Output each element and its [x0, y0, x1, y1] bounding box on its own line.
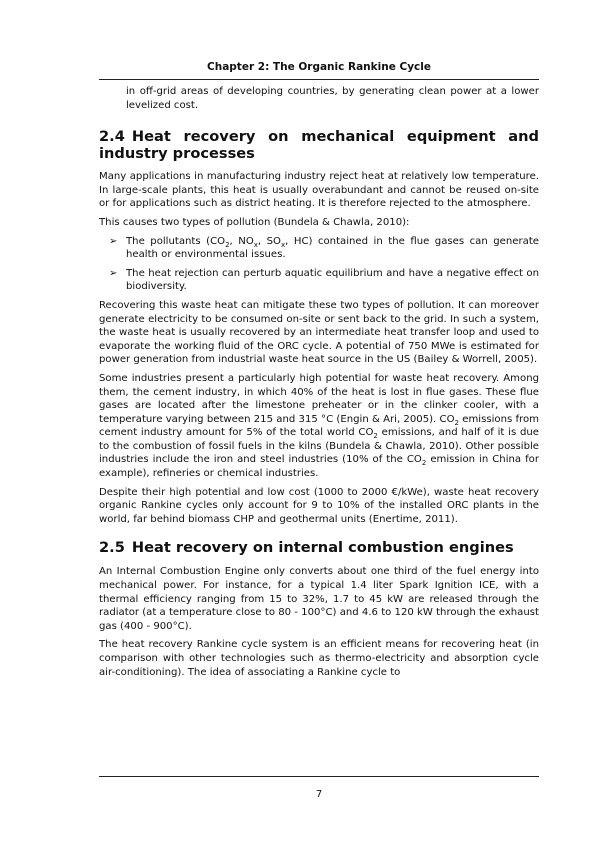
- paragraph: Recovering this waste heat can mitigate these two types of pollution. It can moreover generate electricity to be consumed on-site or sent back to the grid. In such a system, the waste heat is usually recovered by an intermediate heat transfer loop and used to evaporate the working fluid of the ORC cycle. A potential of 750 MWe is estimated for power generation from industrial waste heat source in the US (Bailey & Worrell, 2005).: [99, 299, 539, 366]
- arrow-bullet-icon: ➢: [109, 267, 118, 279]
- subscript: x: [253, 240, 258, 249]
- list-item: [99, 235, 539, 262]
- section-number: 2.4: [99, 128, 125, 146]
- paragraph: Despite their high potential and low cost (1000 to 2000 €/kWe), waste heat recovery organic Rankine cycles only account for 9 to 10% of the installed ORC plants in the world, far behind biomass CHP and geothermal units (Enertime, 2011).: [99, 486, 539, 525]
- paragraph: An Internal Combustion Engine only converts about one third of the fuel energy into mechanical power. For instance, for a typical 1.4 liter Spark Ignition ICE, with a thermal efficiency ranging from 15 to 32%, 1.7 to 45 kW are released through the radiator (at a temperature close to 80 - 100°C) and 4.6 to 120 kW through the exhaust gas (400 - 900°C).: [99, 566, 539, 632]
- list-item-text: , NO: [229, 235, 254, 247]
- paragraph: The heat recovery Rankine cycle system is an efficient means for recovering heat (in comparison with other technologies such as thermo-electricity and absorption cycle air-conditioning). The idea of associating a Rankine cycle to: [99, 639, 539, 678]
- header-rule: [99, 79, 539, 80]
- text-run: emission in China for example), refineries or chemical industries.: [99, 454, 539, 480]
- footer-rule: [99, 776, 539, 777]
- section-heading-2-5: [99, 539, 539, 556]
- text-run: Some industries present a particularly high potential for waste heat recovery. Among them, the cement industry, in which 40% of the heat is lost in flue gases. These flue gases are located after the limestone preheater or in the clinker cooler, with a temperature varying between 215 and 315 °C (Engin & Ari, 2005). CO: [99, 372, 539, 425]
- subscript: 2: [421, 459, 427, 468]
- continuation-paragraph: in off-grid areas of developing countries, by generating clean power at a lower levelized cost.: [126, 86, 539, 111]
- section-heading-2-4: [99, 128, 539, 162]
- paragraph: This causes two types of pollution (Bundela & Chawla, 2010):: [99, 216, 410, 228]
- section-title: Heat recovery on internal combustion engines: [131, 539, 514, 557]
- list-item-text: The pollutants (CO: [126, 235, 226, 247]
- list-item-text: , HC) contained in the flue gases can generate health or environmental issues.: [126, 235, 540, 261]
- page-number: 7: [315, 789, 323, 800]
- text-run: emissions from cement industry amount for 5% of the total world CO: [99, 413, 539, 439]
- page-body: [99, 85, 539, 684]
- paragraph: [99, 372, 539, 481]
- running-header: Chapter 2: The Organic Rankine Cycle: [207, 61, 431, 73]
- section-title: Heat recovery on mechanical equipment and industry processes: [99, 128, 539, 163]
- list-item-text: , SO: [257, 235, 281, 247]
- pollution-list: [99, 235, 539, 294]
- paragraph: Many applications in manufacturing industry reject heat at relatively low temperature. In large-scale plants, this heat is usually overabundant and cannot be reused on-site or for applications such as district heating. It is therefore rejected to the atmosphere.: [99, 171, 539, 210]
- arrow-bullet-icon: ➢: [109, 235, 118, 247]
- list-item-text: The heat rejection can perturb aquatic equilibrium and have a negative effect on biodiversity.: [126, 267, 539, 293]
- subscript: 2: [225, 240, 230, 249]
- subscript: 2: [454, 418, 459, 427]
- subscript: 2: [373, 432, 378, 441]
- subscript: x: [281, 240, 286, 249]
- list-item: [99, 267, 539, 294]
- section-number: 2.5: [99, 539, 125, 557]
- text-run: emissions, and half of it is due to the combustion of fossil fuels in the kilns (Bundela & Chawla, 2010). Other possible industries include the iron and steel industries (10% of the CO: [99, 427, 539, 466]
